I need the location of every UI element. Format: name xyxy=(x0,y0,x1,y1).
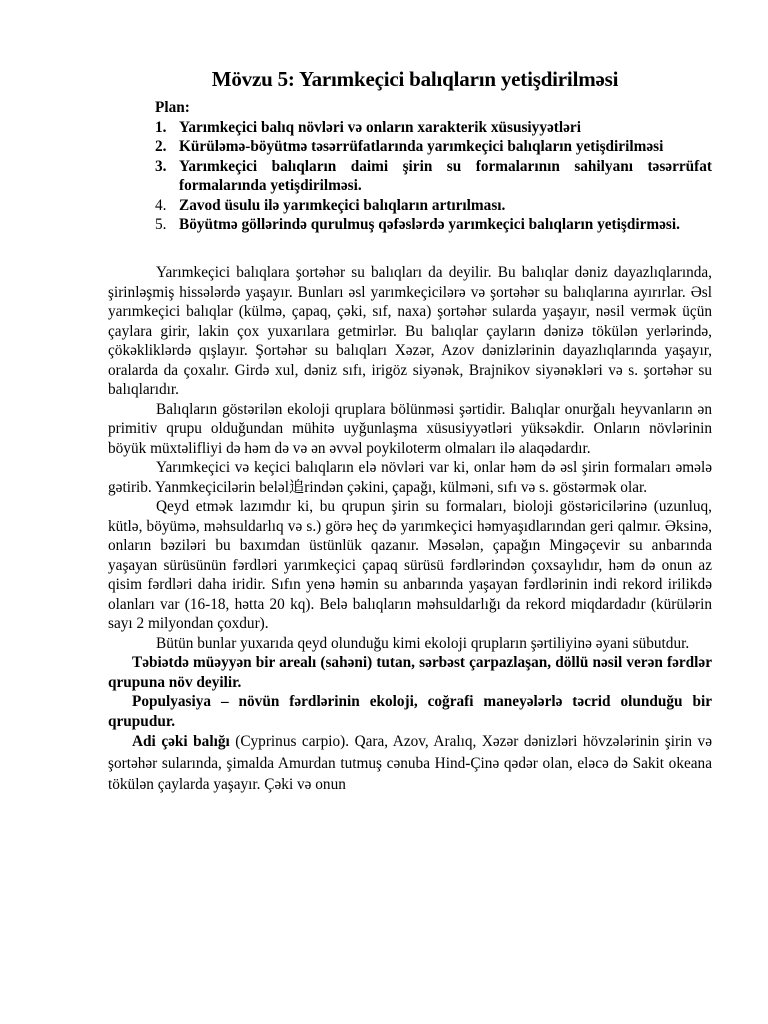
carp-paragraph xyxy=(108,731,712,796)
plan-label: Plan: xyxy=(155,99,190,116)
carp-term: Adi çəki balığı xyxy=(132,733,230,751)
carp-text: (Cyprinus carpio). Qara, Azov, Aralıq, Xəzər dənizləri hövzələrinin şirin və şortəhər sularında, şimalda Amurdan tutmuş cənuba Hind-Çinə qədər olan, eləcə də Sakit okeana tökülən çaylarda yaşayır. Çəki və onun xyxy=(108,733,712,794)
plan-item: 1. Yarımkeçici balıq növləri və onların xarakterik xüsusiyyətləri xyxy=(155,118,581,136)
definition-species: Təbiətdə müəyyən bir arealı (sahəni) tutan, sərbəst çarpazlaşan, döllü nəsil verən fərdlər qrupuna növ deyilir. xyxy=(108,654,712,691)
plan-item: 4. Zavod üsulu ilə yarımkeçici balıqların artırılması. xyxy=(155,196,506,214)
plan-item: 5. Böyütmə göllərində qurulmuş qəfəslərdə yarımkeçici balıqların yetişdirməsi. xyxy=(155,216,680,234)
body-text xyxy=(108,263,712,796)
paragraph: Bütün bunlar yuxarıda qeyd olunduğu kimi ekoloji qrupların şərtiliyinə əyani sübutdur. xyxy=(156,634,690,652)
paragraph: Qeyd etmək lazımdır ki, bu qrupun şirin su formaları, bioloji göstəricilərinə (uzunluq, kütlə, böyümə, məhsuldarlıq və s.) görə heç də yarımkeçici həmyaşıdlarından geri qalmır. Əksinə, onların bəziləri bu baxımdan üstünlük qazanır. Məsələn, çapağın Mingəçevir su anbarında yaşayan sürüsünün fərdləri yarımkeçici çapaq sürüsü fərdlərindən çoxsaylıdır, həm də onun az qisim fərdləri daha iridir. Sıfın yenə həmin su anbarında yaşayan fərdlərinin indi rekord irilikdə olanları var (16-18, hətta 20 kq). Belə balıqların məhsuldarlığı da rekord miqdardadır (kürülərin sayı 2 milyondan çoxdur). xyxy=(108,498,712,633)
page-title: Mövzu 5: Yarımkeçici balıqların yetişdirilməsi xyxy=(211,67,619,91)
paragraph: Yarımkeçici və keçici balıqların elə növləri var ki, onlar həm də əsl şirin formaları əmələ gətirib. Yanmkeçicilərin beləl追rindən çəkini, çapağı, külməni, sıfı və s. göstərmək olar. xyxy=(108,459,712,496)
plan-list xyxy=(108,118,712,236)
plan-item: 3. Yarımkeçici balıqların daimi şirin su formalarının sahilyanı təsərrüfat formalarında yetişdirilməsi. xyxy=(155,157,712,195)
paragraph: Yarımkeçici balıqlara şortəhər su balıqları da deyilir. Bu balıqlar dəniz dayazlıqlarında, şirinləşmiş hissələrdə yaşayır. Bunları əsl yarımkeçicilərə və şortəhər su balıqlarına ayırırlar. Əsl yarımkeçici balıqlar (külmə, çapaq, çəki, sıf, naxa) şortəhər sularda yaşayır, nəsil vermək üçün çaylara girir, lakin çox yuxarılara getmirlər. Bu balıqlar çayların dənizə tökülən yerlərində, çökəkliklərdə qışlayır. Şortəhər su balıqları Xəzər, Azov dənizlərinin dayazlıqlarında yaşayır, oralarda da çoxalır. Girdə xul, dəniz sıfı, irigöz siyənək, Brajnikov siyənəkləri və s. şortəhər su balıqlarıdır. xyxy=(108,264,712,399)
definition-population: Populyasiya – növün fərdlərinin ekoloji, coğrafi maneyələrlə təcrid olunduğu bir qrupudur. xyxy=(108,693,712,730)
document-page xyxy=(108,66,712,796)
paragraph: Balıqların göstərilən ekoloji qruplara bölünməsi şərtidir. Balıqlar onurğalı heyvanların ən primitiv qrupu olduğundan mühitə uyğunlaşma xüsusiyyətləri yüksəkdir. Onların növlərinin böyük müxtəlifliyi də həm də və ən əvvəl poykiloterm olmaları ilə alaqədardır. xyxy=(108,400,712,457)
plan-item: 2. Kürüləmə-böyütmə təsərrüfatlarında yarımkeçici balıqların yetişdirilməsi xyxy=(155,138,664,156)
